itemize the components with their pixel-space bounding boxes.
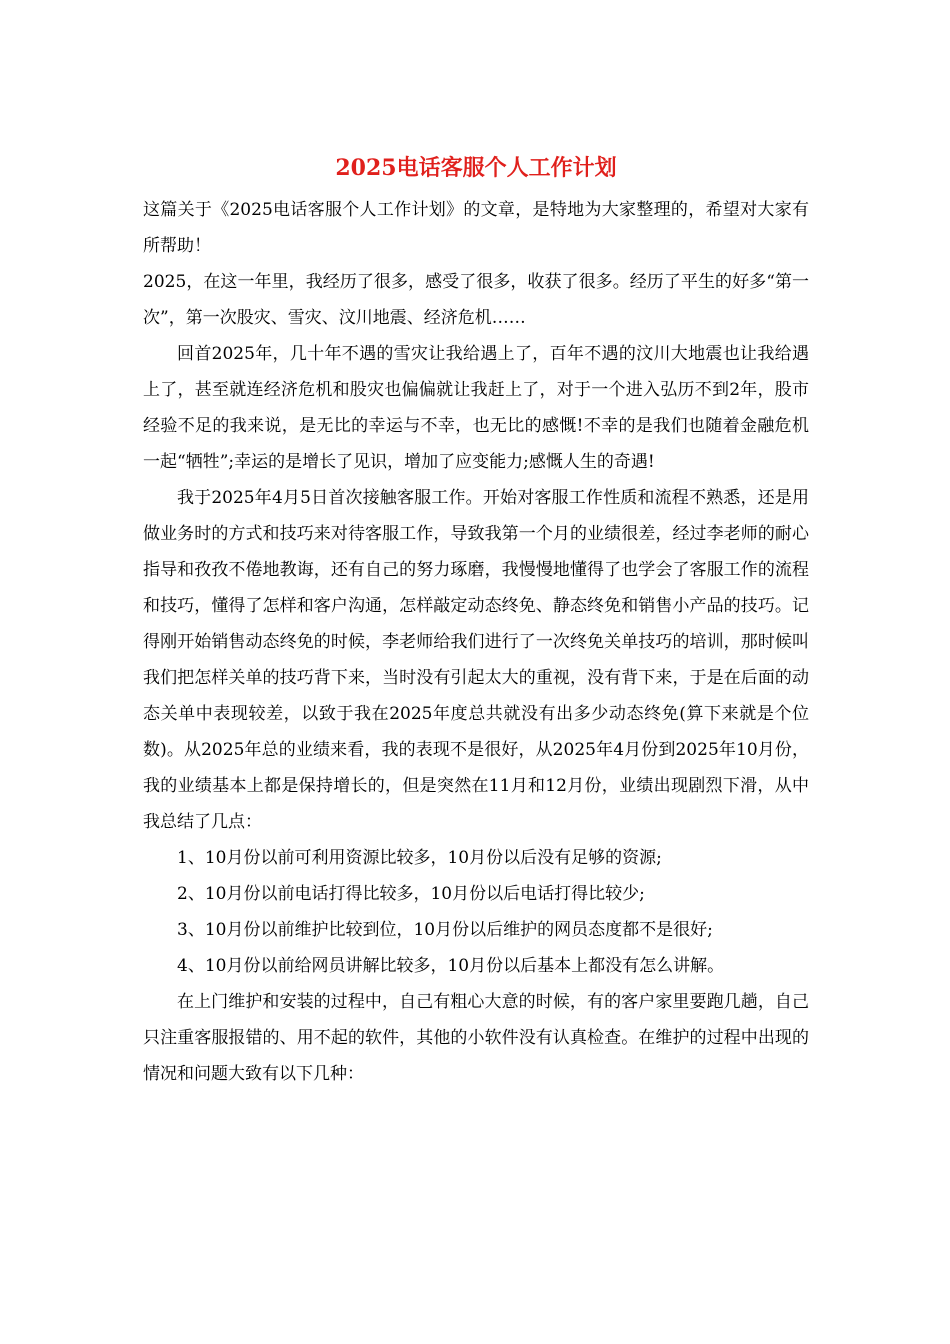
- document-title: 2025电话客服个人工作计划: [335, 155, 617, 181]
- list-item: 1、10月份以前可利用资源比较多，10月份以后没有足够的资源;: [177, 848, 662, 868]
- year-summary-paragraph: 2025，在这一年里，我经历了很多，感受了很多，收获了很多。经历了平生的好多“第一次”，第一次股灾、雪灾、汶川地震、经济危机……: [143, 272, 809, 328]
- review-paragraph: 回首2025年，几十年不遇的雪灾让我给遇上了，百年不遇的汶川大地震也让我给遇上了，甚至就连经济危机和股灾也偏偏就让我赶上了，对于一个进入弘历不到2年，股市经验不足的我来说，是无比的幸运与不幸，也无比的感慨!不幸的是我们也随着金融危机一起“牺牲”;幸运的是增长了见识，增加了应变能力;感慨人生的奇遇!: [143, 344, 809, 472]
- intro-paragraph: 这篇关于《2025电话客服个人工作计划》的文章，是特地为大家整理的，希望对大家有所帮助！: [143, 200, 809, 256]
- work-experience-paragraph: 我于2025年4月5日首次接触客服工作。开始对客服工作性质和流程不熟悉，还是用做业务时的方式和技巧来对待客服工作，导致我第一个月的业绩很差，经过李老师的耐心指导和孜孜不倦地教诲，还有自己的努力琢磨，我慢慢地懂得了也学会了客服工作的流程和技巧，懂得了怎样和客户沟通，怎样敲定动态终免、静态终免和销售小产品的技巧。记得刚开始销售动态终免的时候，李老师给我们进行了一次终免关单技巧的培训，那时候叫我们把怎样关单的技巧背下来，当时没有引起太大的重视，没有背下来，于是在后面的动态关单中表现较差，以致于我在2025年度总共就没有出多少动态终免(算下来就是个位数)。从2025年总的业绩来看，我的表现不是很好，从2025年4月份到2025年10月份，我的业绩基本上都是保持增长的，但是突然在11月和12月份，业绩出现剧烈下滑，从中我总结了几点：: [143, 488, 809, 832]
- document-page: [143, 150, 809, 1092]
- list-item: 2、10月份以前电话打得比较多，10月份以后电话打得比较少;: [177, 884, 645, 904]
- list-item: 4、10月份以前给网员讲解比较多，10月份以后基本上都没有怎么讲解。: [177, 956, 725, 976]
- maintenance-paragraph: 在上门维护和安装的过程中，自己有粗心大意的时候，有的客户家里要跑几趟，自己只注重客服报错的、用不起的软件，其他的小软件没有认真检查。在维护的过程中出现的情况和问题大致有以下几种：: [143, 992, 809, 1084]
- list-item: 3、10月份以前维护比较到位，10月份以后维护的网员态度都不是很好;: [177, 920, 713, 940]
